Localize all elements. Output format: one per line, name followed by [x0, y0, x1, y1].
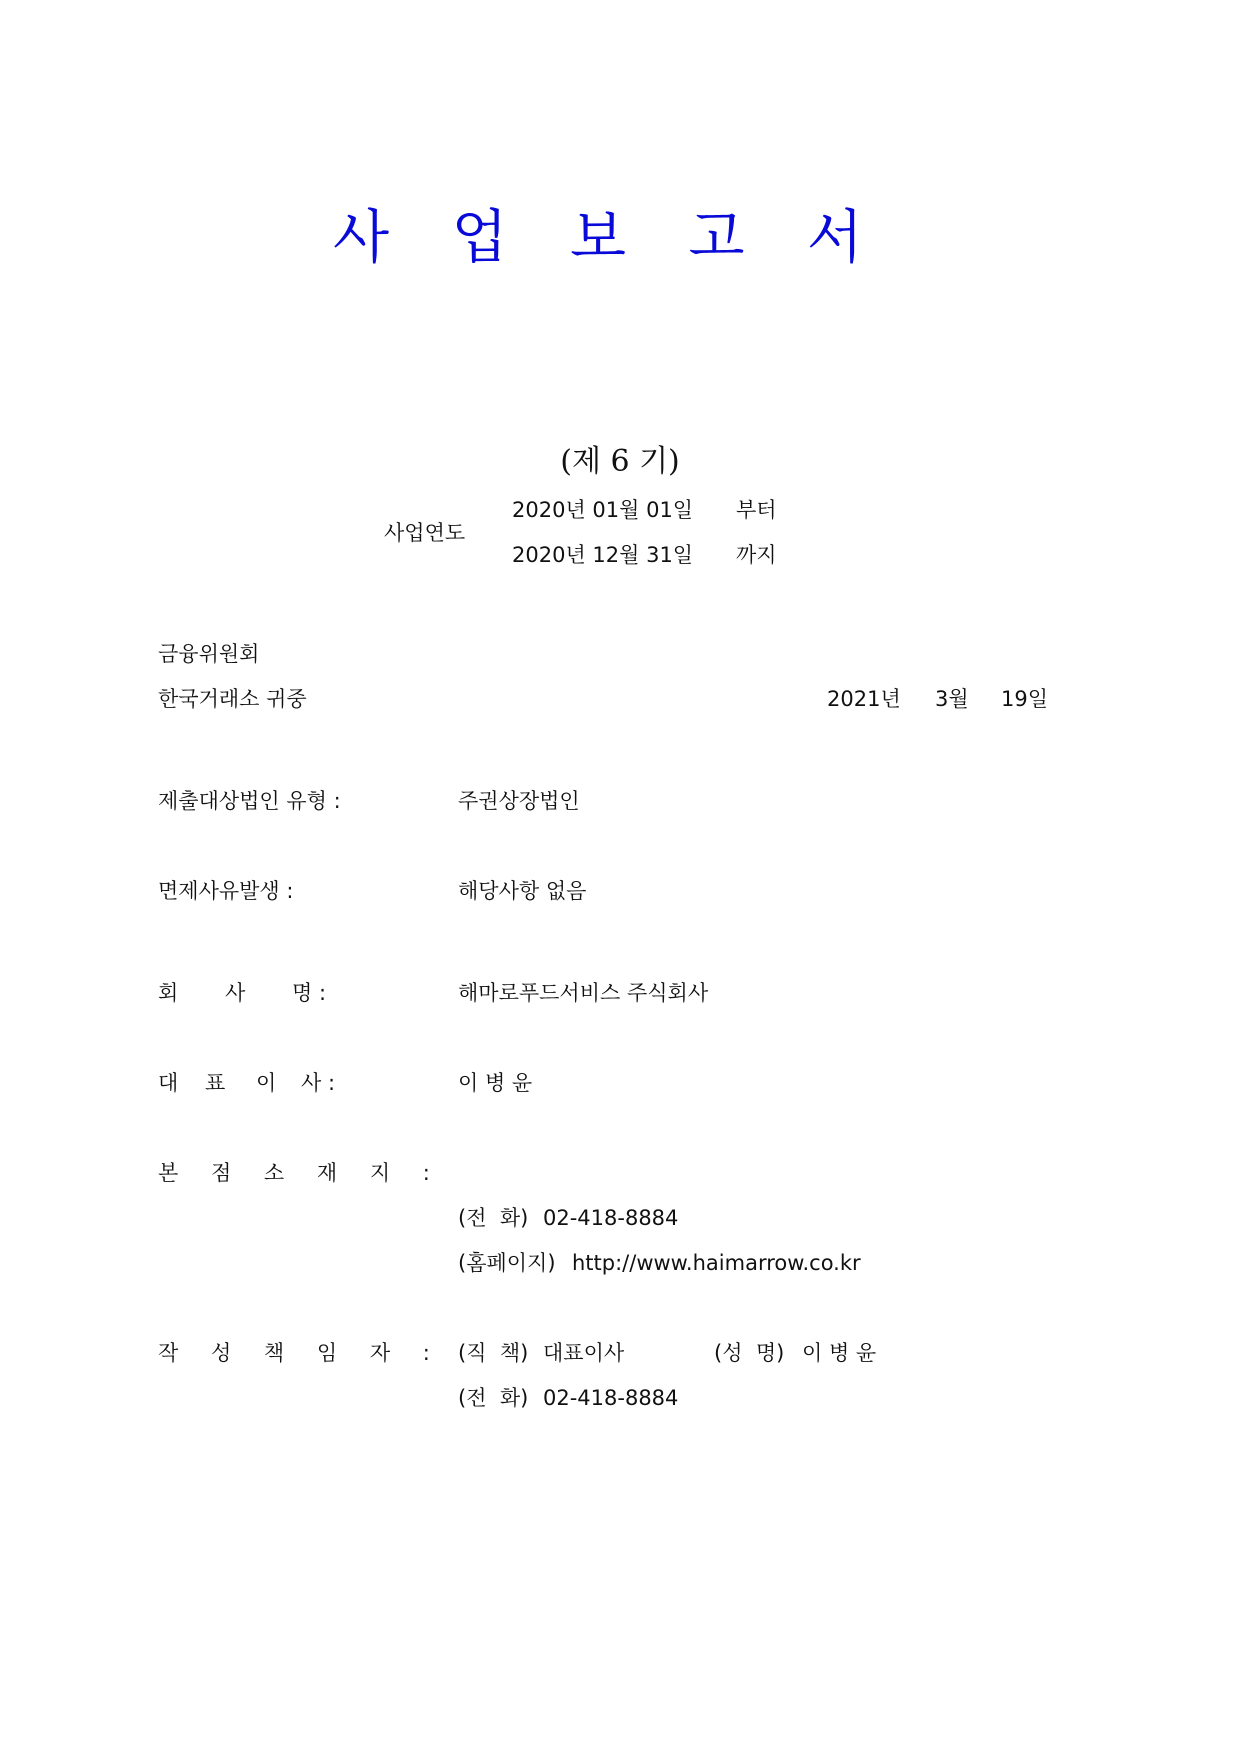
ceo-name-value: 이 병 윤 — [458, 1071, 533, 1095]
report-date-year: 2021년 — [827, 687, 901, 711]
fiscal-end-date: 2020년 12월 31일 — [512, 543, 694, 567]
preparer-phone-value: 02-418-8884 — [543, 1386, 679, 1410]
entity-type-value: 주권상장법인 — [458, 789, 580, 813]
hq-phone-label: (전 화) — [458, 1206, 529, 1230]
hq-homepage-link[interactable]: http://www.haimarrow.co.kr — [572, 1251, 861, 1275]
preparer-position-value: 대표이사 — [543, 1341, 625, 1365]
exemption-label: 면제사유발생 : — [158, 879, 294, 903]
fiscal-period-number: (제 6 기) — [560, 444, 680, 479]
preparer-name-label: (성 명) — [714, 1341, 785, 1365]
report-date-month: 3월 — [935, 687, 969, 711]
ceo-label-char: 대 — [158, 1071, 179, 1095]
report-title: 사 업 보 고 서 — [333, 203, 885, 271]
ceo-label-char: 사 : — [301, 1071, 336, 1095]
report-date-day: 19일 — [1001, 687, 1049, 711]
preparer-phone-label: (전 화) — [458, 1386, 529, 1410]
company-label-char: 회 — [158, 981, 179, 1005]
fiscal-start-date: 2020년 01월 01일 — [512, 498, 694, 522]
exemption-value: 해당사항 없음 — [458, 879, 587, 903]
preparer-label: 작 성 책 임 자 : — [158, 1341, 443, 1365]
preparer-position-label: (직 책) — [458, 1341, 529, 1365]
company-label-char: 사 — [225, 981, 246, 1005]
hq-homepage-label: (홈페이지) — [458, 1251, 556, 1275]
hq-phone-value: 02-418-8884 — [543, 1206, 679, 1230]
hq-address-label: 본 점 소 재 지 : — [158, 1161, 443, 1185]
fiscal-start-suffix: 부터 — [736, 498, 777, 522]
fiscal-end-suffix: 까지 — [736, 543, 777, 567]
preparer-name-value: 이 병 윤 — [802, 1341, 877, 1365]
entity-type-label: 제출대상법인 유형 : — [158, 789, 341, 813]
recipient-krx: 한국거래소 귀중 — [158, 687, 307, 711]
fiscal-year-label: 사업연도 — [384, 521, 466, 545]
company-name-value: 해마로푸드서비스 주식회사 — [458, 981, 709, 1005]
ceo-label-char: 표 — [205, 1071, 226, 1095]
company-label-char: 명 : — [292, 981, 327, 1005]
recipient-fsc: 금융위원회 — [158, 642, 260, 666]
ceo-label-char: 이 — [256, 1071, 277, 1095]
